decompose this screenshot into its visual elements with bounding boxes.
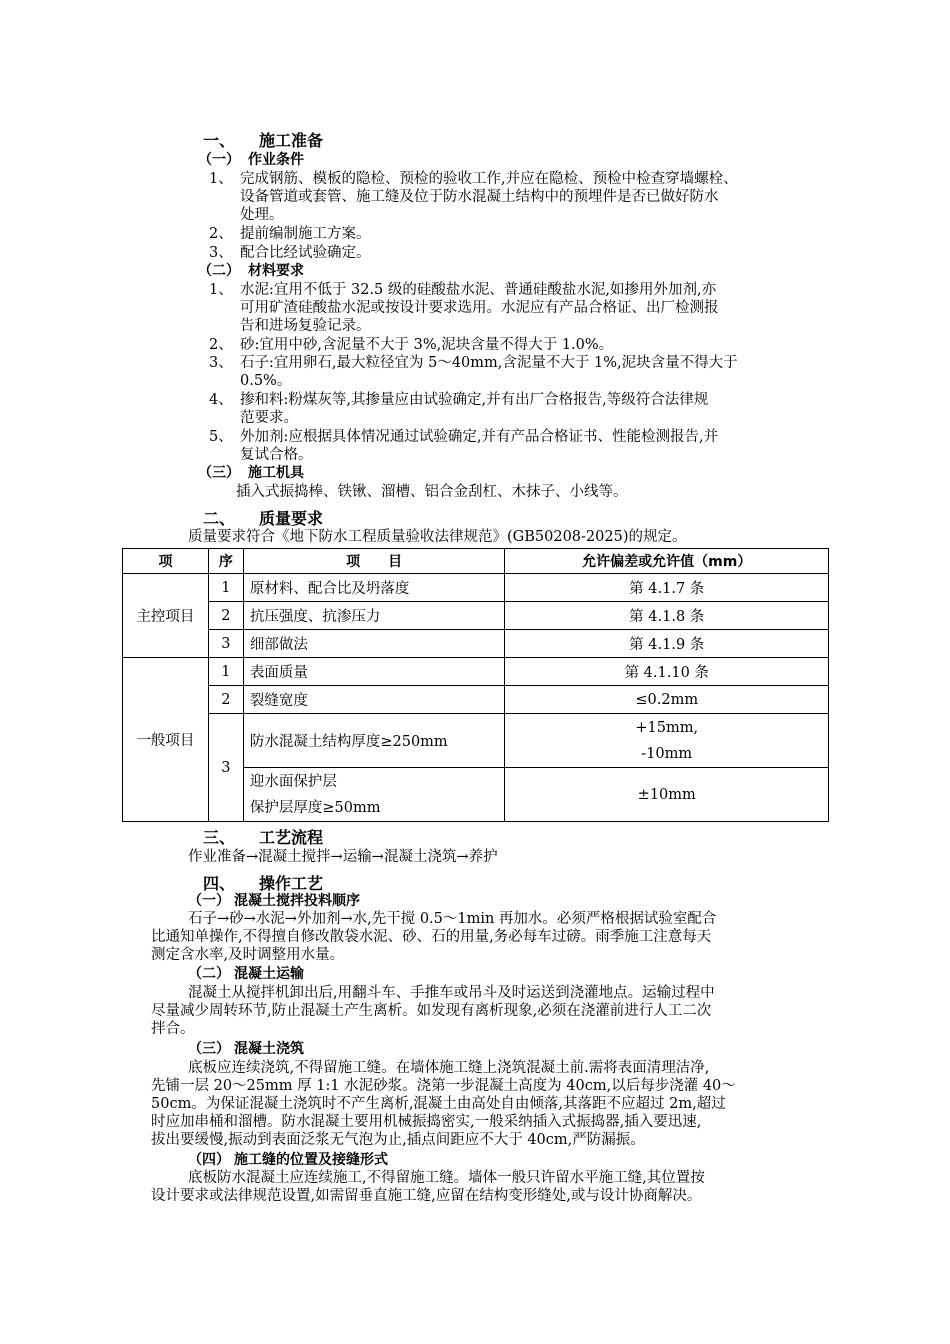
section-1-heading bbox=[203, 132, 323, 150]
row-item: 裂缝宽度 bbox=[243, 686, 505, 714]
list-item-text: 水泥:宜用不低于 32.5 级的硅酸盐水泥、普通硅酸盐水泥,如掺用外加剂,亦 bbox=[240, 282, 717, 298]
section-number: 二、 bbox=[203, 509, 236, 528]
paragraph-line: 测定含水率,及时调整用水量。 bbox=[151, 947, 345, 963]
subsection-4d-heading bbox=[188, 1151, 388, 1169]
subsection-number: （一） bbox=[198, 152, 240, 168]
subsection-4a-heading bbox=[188, 892, 360, 910]
row-item: 抗压强度、抗渗压力 bbox=[243, 602, 505, 630]
list-item-text: 可用矿渣硅酸盐水泥或按设计要求选用。水泥应有产品合格证、出厂检测报 bbox=[240, 300, 719, 316]
list-item-number: 2、 bbox=[209, 226, 233, 242]
list-item-number: 3、 bbox=[209, 245, 233, 261]
list-item-text: 处理。 bbox=[240, 207, 284, 223]
section-2-heading bbox=[203, 510, 323, 528]
section-title: 操作工艺 bbox=[259, 874, 324, 893]
list-item-number: 3、 bbox=[209, 355, 233, 371]
list-item-text: 复试合格。 bbox=[240, 447, 313, 463]
subsection-4c-heading bbox=[188, 1040, 304, 1058]
section-number: 四、 bbox=[203, 874, 236, 893]
row-number: 3 bbox=[208, 630, 243, 658]
section-4-heading bbox=[203, 875, 323, 893]
paragraph-line: 50cm。为保证混凝土浇筑时不产生离析,混凝土由高处自由倾落,其落距不应超过 2m,超过 bbox=[151, 1096, 726, 1112]
subsection-title: 施工机具 bbox=[248, 465, 304, 481]
subsection-title: 混凝土运输 bbox=[234, 966, 304, 982]
row-value: ≤0.2mm bbox=[505, 686, 829, 714]
row-value: 第 4.1.8 条 bbox=[505, 602, 829, 630]
subsection-title: 混凝土搅拌投料顺序 bbox=[234, 893, 360, 909]
section-title: 工艺流程 bbox=[259, 828, 324, 847]
row-item bbox=[243, 768, 505, 822]
group-cell-general: 一般项目 bbox=[123, 658, 209, 822]
subsection-number: （二） bbox=[198, 263, 240, 279]
subsection-number: （三） bbox=[188, 1041, 230, 1057]
paragraph-line: 插入式振捣棒、铁锹、溜槽、铝合金刮杠、木抹子、小线等。 bbox=[236, 484, 628, 500]
table-row bbox=[123, 574, 829, 602]
row-value bbox=[505, 714, 829, 768]
paragraph-line: 先铺一层 20～25mm 厚 1:1 水泥砂浆。浇第一步混凝土高度为 40cm,以后每步浇灌 40～ bbox=[151, 1078, 736, 1094]
section-number: 三、 bbox=[203, 828, 236, 847]
list-item-number: 4、 bbox=[209, 392, 233, 408]
subsection-1b-heading bbox=[198, 262, 304, 280]
table-row bbox=[123, 714, 829, 768]
paragraph-line: 拌合。 bbox=[151, 1021, 195, 1037]
table-header-row bbox=[123, 549, 829, 574]
list-item-number: 1、 bbox=[209, 171, 233, 187]
subsection-number: （三） bbox=[198, 465, 240, 481]
row-number: 2 bbox=[208, 686, 243, 714]
section-title: 施工准备 bbox=[259, 131, 324, 150]
section-number: 一、 bbox=[203, 131, 236, 150]
subsection-1a-heading bbox=[198, 151, 304, 169]
paragraph-line: 设计要求或法律规范设置,如需留垂直施工缝,应留在结构变形缝处,或与设计协商解决。 bbox=[151, 1188, 702, 1204]
row-item: 原材料、配合比及坍落度 bbox=[243, 574, 505, 602]
table-header: 项 bbox=[123, 549, 209, 574]
list-item-text: 掺和料:粉煤灰等,其掺量应由试验确定,并有出厂合格报告,等级符合法律规 bbox=[240, 392, 709, 408]
list-item-text: 范要求。 bbox=[240, 410, 298, 426]
row-value: 第 4.1.10 条 bbox=[505, 658, 829, 686]
row-number: 1 bbox=[208, 574, 243, 602]
paragraph-line: 尽量减少周转环节,防止混凝土产生离析。如发现有离析现象,必须在浇灌前进行人工二次 bbox=[151, 1003, 712, 1019]
section-3-heading bbox=[203, 829, 323, 847]
subsection-1c-heading bbox=[198, 464, 304, 482]
paragraph-line: 底板应连续浇筑,不得留施工缝。在墙体施工缝上浇筑混凝土前.需将表面清理洁净, bbox=[188, 1060, 710, 1076]
row-item: 细部做法 bbox=[243, 630, 505, 658]
subsection-number: （一） bbox=[188, 893, 230, 909]
table-row bbox=[123, 630, 829, 658]
subsection-number: （四） bbox=[188, 1152, 230, 1168]
row-number: 1 bbox=[208, 658, 243, 686]
paragraph-line: 作业准备→混凝土搅拌→运输→混凝土浇筑→养护 bbox=[188, 849, 498, 865]
table-row bbox=[123, 658, 829, 686]
row-value: 第 4.1.9 条 bbox=[505, 630, 829, 658]
row-value: ±10mm bbox=[505, 768, 829, 822]
table-row bbox=[123, 602, 829, 630]
list-item-text: 提前编制施工方案。 bbox=[240, 226, 371, 242]
row-value-lower: -10mm bbox=[641, 745, 693, 762]
section-title: 质量要求 bbox=[259, 509, 324, 528]
list-item-text: 外加剂:应根据具体情况通过试验确定,并有产品合格证书、性能检测报告,并 bbox=[240, 429, 719, 445]
group-cell-main: 主控项目 bbox=[123, 574, 209, 658]
row-value: 第 4.1.7 条 bbox=[505, 574, 829, 602]
table-header: 允许偏差或允许值（mm） bbox=[505, 549, 829, 574]
subsection-title: 混凝土浇筑 bbox=[234, 1041, 304, 1057]
subsection-title: 施工缝的位置及接缝形式 bbox=[234, 1152, 388, 1168]
quality-table bbox=[122, 548, 829, 822]
list-item-text: 完成钢筋、模板的隐检、预检的验收工作,并应在隐检、预检中检查穿墙螺栓、 bbox=[240, 171, 738, 187]
subsection-4b-heading bbox=[188, 965, 304, 983]
paragraph-line: 质量要求符合《地下防水工程质量验收法律规范》(GB50208-2025)的规定。 bbox=[188, 529, 687, 545]
subsection-number: （二） bbox=[188, 966, 230, 982]
table-row bbox=[123, 686, 829, 714]
table-header: 项 目 bbox=[243, 549, 505, 574]
subsection-title: 作业条件 bbox=[248, 152, 304, 168]
list-item-text: 告和进场复验记录。 bbox=[240, 318, 371, 334]
paragraph-line: 底板防水混凝土应连续施工,不得留施工缝。墙体一般只许留水平施工缝,其位置按 bbox=[188, 1170, 705, 1186]
row-item: 表面质量 bbox=[243, 658, 505, 686]
row-value-upper: +15mm, bbox=[635, 719, 699, 736]
paragraph-line: 拔出要缓慢,振动到表面泛浆无气泡为止,插点间距应不大于 40cm,严防漏振。 bbox=[151, 1132, 645, 1148]
list-item-text: 石子:宜用卵石,最大粒径宜为 5～40mm,含泥量不大于 1%,泥块含量不得大于 bbox=[240, 355, 738, 371]
row-number: 3 bbox=[208, 714, 243, 822]
row-item: 防水混凝土结构厚度≥250mm bbox=[243, 714, 505, 768]
list-item-text: 0.5%。 bbox=[240, 373, 292, 389]
subsection-title: 材料要求 bbox=[248, 263, 304, 279]
list-item-text: 配合比经试验确定。 bbox=[240, 245, 371, 261]
row-item-line: 保护层厚度≥50mm bbox=[249, 799, 381, 816]
paragraph-line: 石子→砂→水泥→外加剂→水,先干搅 0.5～1min 再加水。必须严格根据试验室配合 bbox=[188, 911, 717, 927]
row-number: 2 bbox=[208, 602, 243, 630]
paragraph-line: 混凝土从搅拌机卸出后,用翻斗车、手推车或吊斗及时运送到浇灌地点。运输过程中 bbox=[188, 985, 715, 1001]
list-item-number: 2、 bbox=[209, 337, 233, 353]
list-item-text: 砂:宜用中砂,含泥量不大于 3%,泥块含量不得大于 1.0%。 bbox=[240, 337, 614, 353]
paragraph-line: 时应加串桶和溜槽。防水混凝土要用机械振捣密实,一般采纳插入式振捣器,插入要迅速, bbox=[151, 1114, 702, 1130]
row-item-line: 迎水面保护层 bbox=[249, 773, 337, 790]
paragraph-line: 比通知单操作,不得擅自修改散袋水泥、砂、石的用量,务必每车过磅。雨季施工注意每天 bbox=[151, 929, 712, 945]
list-item-number: 1、 bbox=[209, 282, 233, 298]
list-item-number: 5、 bbox=[209, 429, 233, 445]
list-item-text: 设备管道或套管、施工缝及位于防水混凝土结构中的预埋件是否已做好防水 bbox=[240, 189, 719, 205]
table-header: 序 bbox=[208, 549, 243, 574]
